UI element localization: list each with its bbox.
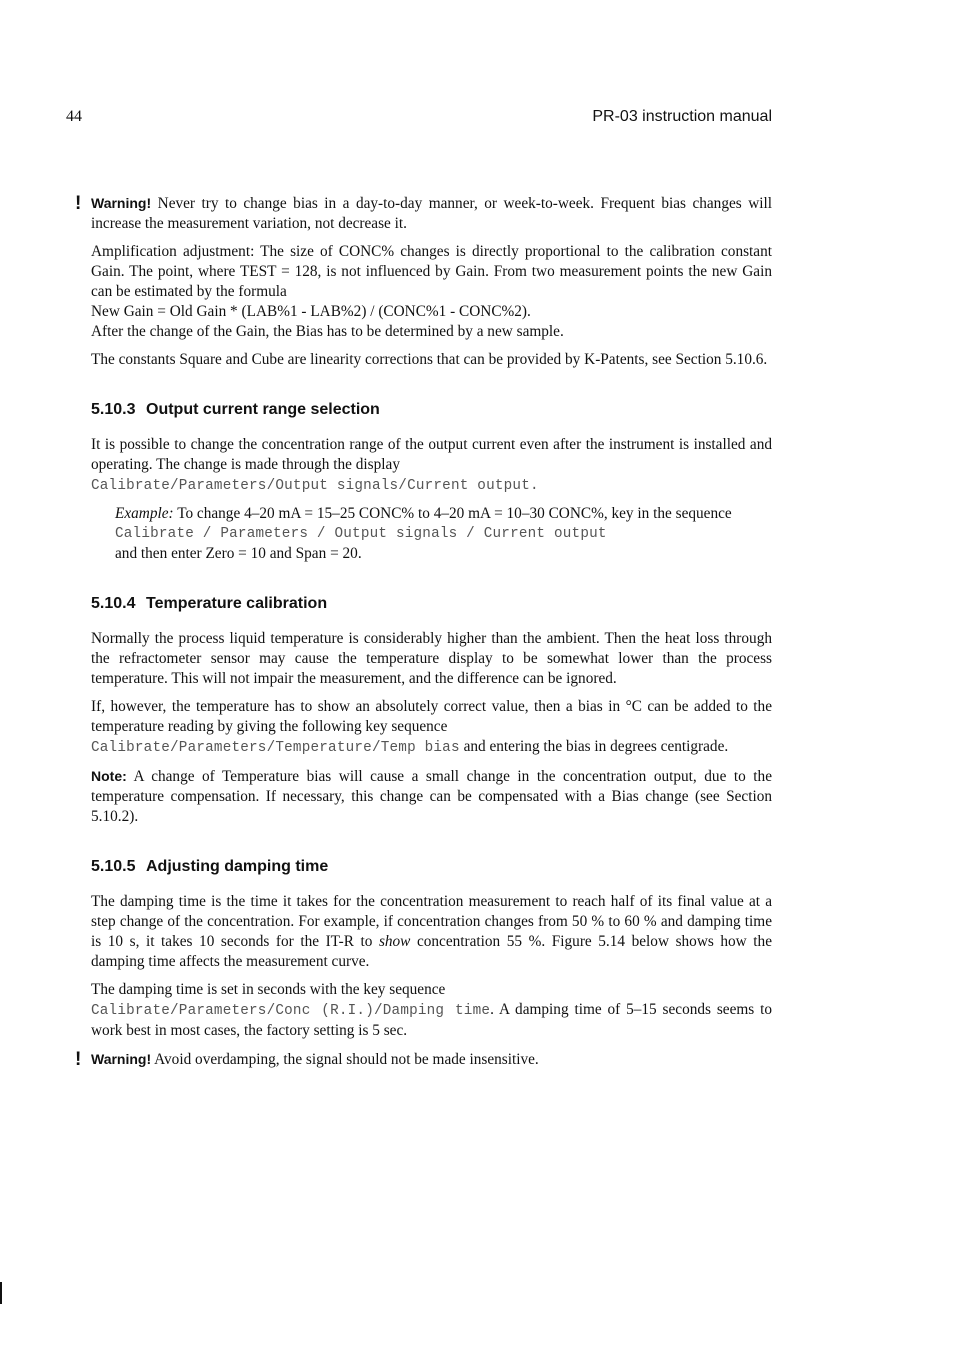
- section-heading-5-10-3: [91, 400, 772, 420]
- amplification-text: Amplification adjustment: The size of CONC% changes is directly proportional to the calibration constant Gain. The point, where TEST = 128, is not influenced by Gain. From two measurement points the new Gain can be estimated by the formula: [91, 243, 772, 300]
- temp-bias-after: and entering the bias in degrees centigrade.: [459, 738, 729, 755]
- page-body: [75, 193, 773, 1078]
- section-number: 5.10.4: [91, 595, 136, 612]
- amplification-paragraph: [91, 242, 772, 342]
- example-key-sequence: Calibrate / Parameters / Output signals / Current output: [115, 526, 607, 542]
- output-range-text: It is possible to change the concentration range of the output current even after the instrument is installed and operating. The change is made through the display: [91, 436, 772, 473]
- gain-after-text: After the change of the Gain, the Bias has to be determined by a new sample.: [91, 323, 564, 340]
- temperature-paragraph-2: [91, 697, 772, 758]
- damping-paragraph-1: [91, 892, 772, 972]
- warning-icon: !: [75, 193, 82, 214]
- example-after-text: and then enter Zero = 10 and Span = 20.: [115, 545, 362, 562]
- key-sequence-damping: Calibrate/Parameters/Conc (R.I.)/Damping time: [91, 1003, 491, 1019]
- margin-change-bar: [0, 1282, 2, 1304]
- damping-after-text: . A damping time of 5–15 seconds seems to work best in most cases, the factory setting is 5 sec.: [91, 1001, 772, 1039]
- section-number: 5.10.3: [91, 401, 136, 418]
- section-title: Temperature calibration: [146, 595, 328, 612]
- damping-emphasis: show: [378, 933, 411, 950]
- section-title: Adjusting damping time: [146, 858, 329, 875]
- warning-label: Warning!: [91, 195, 152, 211]
- damping-set-text: The damping time is set in seconds with the key sequence: [91, 981, 446, 998]
- warning-text: Avoid overdamping, the signal should not be made insensitive.: [154, 1051, 539, 1068]
- key-sequence-output: Calibrate/Parameters/Output signals/Current output: [91, 478, 530, 494]
- damping-paragraph-2: [91, 980, 772, 1041]
- constants-paragraph: The constants Square and Cube are linearity corrections that can be provided by K-Patents, see Section 5.10.6.: [91, 351, 768, 368]
- warning-paragraph-1: [75, 193, 773, 234]
- note-text: A change of Temperature bias will cause a small change in the concentration output, due to the temperature compensation. If necessary, this change can be compensated with a Bias change (see Section 5.10.2).: [91, 768, 772, 825]
- warning-label: Warning!: [91, 1051, 152, 1067]
- note-label: Note:: [91, 768, 127, 784]
- output-range-paragraph: [91, 435, 772, 496]
- page-number: 44: [66, 108, 82, 125]
- key-sequence-period: .: [529, 478, 539, 494]
- warning-paragraph-2: [75, 1049, 772, 1070]
- running-head: PR-03 instruction manual: [592, 108, 772, 125]
- key-sequence-temp-bias: Calibrate/Parameters/Temperature/Temp bias: [91, 740, 460, 756]
- damping-text-a: The damping time is the time it takes for the concentration measurement to reach half of its final value at a step change of the concentration. For example, if concentration changes from 50 % to 60 % and damping time is 10 s, it takes 10 seconds for the IT-R to: [91, 893, 772, 950]
- damping-text-b: concentration 55 %. Figure 5.14 below shows how the damping time affects the measurement curve.: [91, 933, 772, 970]
- gain-formula: New Gain = Old Gain * (LAB%1 - LAB%2) / (CONC%1 - CONC%2).: [91, 303, 531, 320]
- section-title: Output current range selection: [146, 401, 380, 418]
- example-text: To change 4–20 mA = 15–25 CONC% to 4–20 mA = 10–30 CONC%, key in the sequence: [177, 505, 732, 522]
- section-number: 5.10.5: [91, 858, 136, 875]
- example-label: Example:: [115, 505, 174, 522]
- section-heading-5-10-5: [91, 857, 772, 877]
- temperature-bias-text: If, however, the temperature has to show an absolutely correct value, then a bias in °C can be added to the temperature reading by giving the following key sequence: [91, 698, 772, 735]
- warning-text: Never try to change bias in a day-to-day manner, or week-to-week. Frequent bias changes will increase the measurement variation, not decrease it.: [91, 195, 773, 232]
- example-block: [91, 504, 772, 564]
- note-paragraph: [91, 766, 772, 827]
- section-heading-5-10-4: [91, 594, 772, 614]
- temperature-paragraph-1: Normally the process liquid temperature is considerably higher than the ambient. Then the heat loss through the refractometer sensor may cause the temperature display to be somewhat lower than the process temperature. This will not impair the measurement, and the difference can be ignored.: [91, 630, 772, 687]
- warning-icon: !: [75, 1049, 82, 1070]
